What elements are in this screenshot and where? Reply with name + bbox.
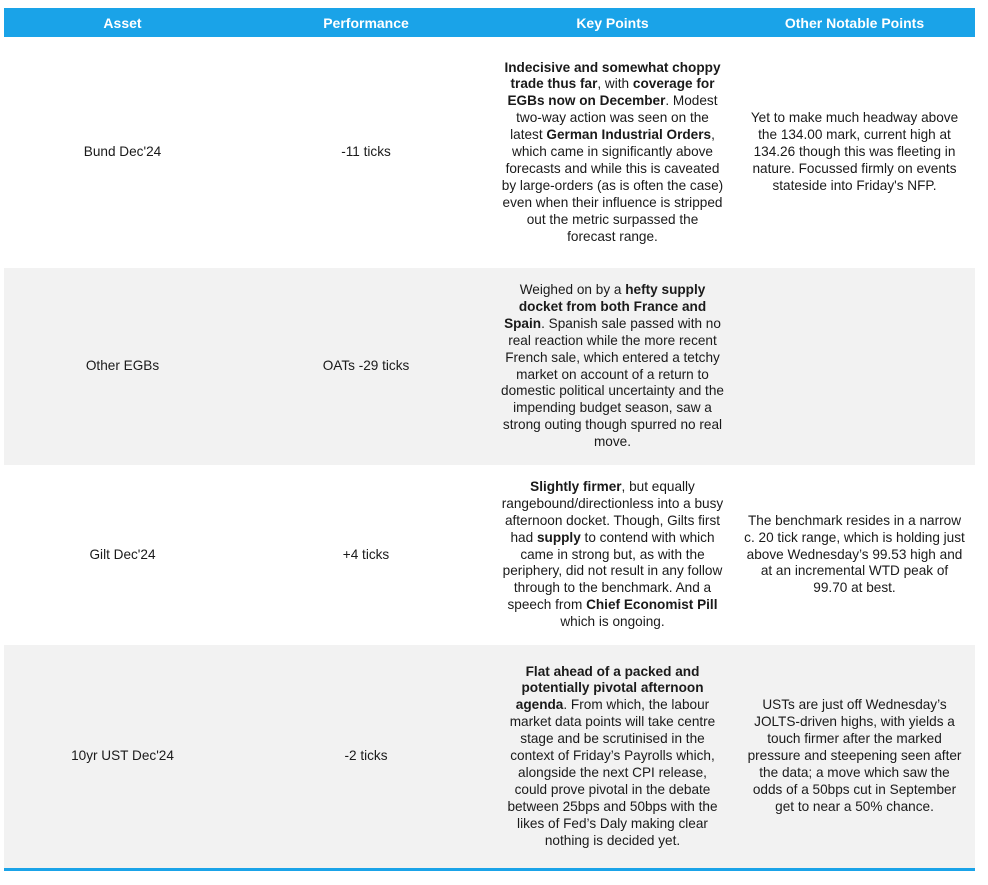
header-other-points: Other Notable Points <box>784 14 925 31</box>
header-performance: Performance <box>323 14 409 31</box>
key-points-text: Indecisive and somewhat choppy trade thus far, with coverage for EGBs now on December. Modest two-way action was seen on the latest German Industrial Orders, which came in significantly above forecasts and while this is caveated by large-orders (as is often the case) even when their influence is stripped out the metric surpassed the forecast range. <box>501 59 724 244</box>
other-points-cell: USTs are just off Wednesday’s JOLTS-driven highs, with yields a touch firmer after the marked pressure and steepening seen after the data; a move which saw the odds of a 50bps cut in September get to near a 50% chance. <box>747 697 962 814</box>
table-row <box>4 465 975 645</box>
asset-cell: Other EGBs <box>85 358 160 374</box>
key-points-cell <box>491 268 734 465</box>
header-asset: Asset <box>103 14 142 31</box>
table-row <box>4 645 975 868</box>
header-key-points: Key Points <box>576 14 649 31</box>
other-points-cell: Yet to make much headway above the 134.00 mark, current high at 134.26 though this was fleeting in nature. Focussed firmly on events stateside into Friday's NFP. <box>750 110 959 193</box>
asset-cell: Bund Dec'24 <box>83 144 162 160</box>
asset-cell: 10yr UST Dec'24 <box>71 748 174 764</box>
table-header <box>4 8 975 37</box>
performance-cell: -11 ticks <box>341 144 391 160</box>
table-row <box>4 37 975 268</box>
key-points-text: Flat ahead of a packed and potentially pivotal afternoon agenda. From which, the labour market data points will take centre stage and be scrutinised in the context of Friday’s Payrolls which, alongside the next CPI release, could prove pivotal in the debate between 25bps and 50bps with the likes of Fed’s Daly making clear nothing is decided yet. <box>507 663 718 848</box>
table-bottom-rule <box>4 868 975 871</box>
key-points-text: Weighed on by a hefty supply docket from both France and Spain. Spanish sale passed with no real reaction while the more recent French sale, which entered a tetchy market on account of a return to domestic political uncertainty and the impending budget season, saw a strong outing though spurred no real move. <box>501 281 724 450</box>
table-row <box>4 268 975 465</box>
performance-cell: +4 ticks <box>342 546 390 562</box>
key-points-text: Slightly firmer, but equally rangebound/directionless into a busy afternoon docket. Though, Gilts first had supply to contend with which came in strong but, as with the periphery, did not result in any follow through to the benchmark. And a speech from Chief Economist Pill which is ongoing. <box>501 478 724 630</box>
performance-cell: -2 ticks <box>344 748 388 764</box>
market-summary-table <box>4 8 975 871</box>
other-points-cell: The benchmark resides in a narrow c. 20 tick range, which is holding just above Wednesday’s 99.53 high and at an incremental WTD peak of 99.70 at best. <box>744 512 965 596</box>
other-points-cell <box>734 268 975 465</box>
key-points-cell <box>491 645 734 868</box>
key-points-cell <box>491 465 734 645</box>
asset-cell: Gilt Dec'24 <box>89 546 156 562</box>
key-points-cell <box>491 37 734 268</box>
performance-cell: OATs -29 ticks <box>322 358 410 374</box>
